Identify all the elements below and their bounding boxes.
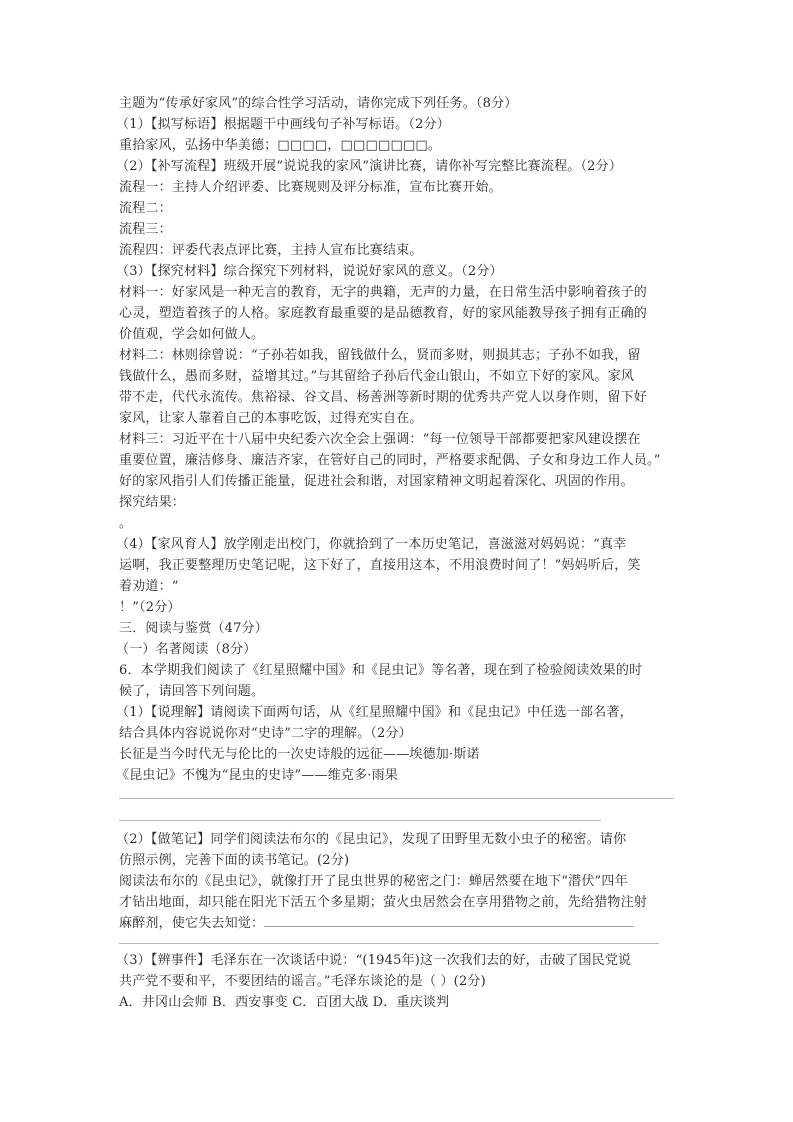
- q4-line: 着劝道：“: [119, 579, 179, 594]
- q6-stem: 候了，请回答下列问题。: [119, 684, 265, 699]
- sub-heading-classics: （一）名著阅读（8分）: [116, 642, 257, 657]
- q6-part2-line: （2）【做笔记】同学们阅读法布尔的《昆虫记》，发现了田野里无数小虫子的秘密。请你: [116, 832, 627, 847]
- q2-step-4: 流程四：评委代表点评比赛，主持人宣布比赛结束。: [119, 243, 423, 258]
- material-line: 材料二：林则徐曾说：“子孙若如我，留钱做什么，贤而多财，则损其志；子孙不如我，留: [119, 348, 641, 363]
- answer-line[interactable]: [119, 820, 601, 821]
- quote-victor-hugo: 《昆虫记》不愧为“昆虫的史诗”——维克多·雨果: [116, 768, 399, 783]
- q6-part1-line: （1）【说理解】请阅读下面两句话，从《红星照耀中国》和《昆虫记》中任选一部名著，: [116, 705, 633, 720]
- answer-line[interactable]: [119, 798, 674, 799]
- material-line: 心灵，塑造着孩子的人格。家庭教育最重要的是品德教育，好的家风能教导孩子拥有正确的: [119, 306, 648, 321]
- q6-part1-line: 结合具体内容说说你对“史诗”二字的理解。（2分）: [119, 726, 412, 741]
- q1-prompt: （1）【拟写标语】根据题干中画线句子补写标语。（2分）: [116, 117, 450, 132]
- q2-step-3: 流程三：: [119, 222, 172, 237]
- q6-part2-line: 仿照示例，完善下面的读书笔记。(2分): [119, 853, 350, 868]
- material-line: 好的家风指引人们传播正能量，促进社会和谐，对国家精神文明起着深化、巩固的作用。: [119, 474, 634, 489]
- material-line: 钱做什么，愚而多财，益增其过。”与其留给子孙后代金山银山，不如立下好的家风。家风: [119, 369, 635, 384]
- q6-part3: [116, 950, 679, 1013]
- note-answer-blank[interactable]: [264, 914, 634, 927]
- material-line: 重要位置，廉洁修身、廉洁齐家，在管好自己的同时，严格要求配偶、子女和身边工作人员。”: [119, 453, 661, 468]
- q6-part2: [116, 829, 679, 934]
- q6-part2-last-prefix: 麻醉剂，使它失去知觉：: [119, 916, 265, 931]
- quote-edgar-snow: 长征是当今时代无与伦比的一次史诗般的远征——埃德加·斯诺: [119, 747, 480, 762]
- q3-result-answer-blank[interactable]: 。: [119, 516, 133, 531]
- separator-line: [119, 943, 659, 944]
- section-three-heading: 三．阅读与鉴赏（47分）: [119, 621, 268, 636]
- material-line: 带不走，代代永流传。焦裕禄、谷文昌、杨善洲等新时期的优秀共产党人以身作则，留下好: [119, 390, 648, 405]
- q2-prompt: （2）【补写流程】班级开展“说说我的家风”演讲比赛，请你补写完整比赛流程。（2分）: [116, 159, 623, 174]
- q6-stem: 6．本学期我们阅读了《红星照耀中国》和《昆虫记》等名著，现在到了检验阅读效果的时: [119, 663, 643, 678]
- material-line: 家风，让家人靠着自己的本事吃饭，过得充实自在。: [119, 411, 423, 426]
- q6-part3-line: （3）【辨事件】毛泽东在一次谈话中说：“(1945年)这一次我们去的好，击破了国民党说: [116, 953, 632, 968]
- material-line: 价值观，学会如何做人。: [119, 327, 265, 342]
- activity-intro: 主题为“传承好家风”的综合性学习活动，请你完成下列任务。（8分）: [119, 96, 518, 111]
- q4-answer-end: ！”（2分）: [119, 600, 181, 615]
- q3-result-label: 探究结果：: [119, 495, 186, 510]
- q6-part3-line: 共产党不要和平，不要团结的谣言。”毛泽东谈论的是（ ）(2分): [119, 974, 486, 989]
- q6-part2-last-line: [119, 913, 679, 934]
- q6-part2-line: 才钻出地面，却只能在阳光下活五个多星期；萤火虫居然会在享用猎物之前，先给猎物注射: [119, 895, 648, 910]
- q4-line: 运啊，我正要整理历史笔记呢，这下好了，直接用这本，不用浪费时间了！”妈妈听后，笑: [119, 558, 641, 573]
- q2-step-1: 流程一：主持人介绍评委、比赛规则及评分标准，宣布比赛开始。: [119, 180, 502, 195]
- q2-step-2: 流程二：: [119, 201, 172, 216]
- q6-part3-options: A．井冈山会师 B．西安事变 C．百团大战 D．重庆谈判: [119, 995, 450, 1010]
- q6-part2-line: 阅读法布尔的《昆虫记》，就像打开了昆虫世界的秘密之门：蝉居然要在地下“潜伏”四年: [119, 874, 628, 889]
- q3-prompt: （3）【探究材料】综合探究下列材料，说说好家风的意义。（2分）: [116, 264, 503, 279]
- exam-page: [116, 93, 679, 786]
- q1-slogan: 重拾家风，弘扬中华美德；□□□□，□□□□□□□。: [119, 138, 442, 153]
- q4-line: （4）【家风育人】放学刚走出校门，你就拾到了一本历史笔记，喜滋滋对妈妈说：“真幸: [116, 537, 627, 552]
- material-line: 材料三：习近平在十八届中央纪委六次全会上强调：“每一位领导干部都要把家风建设摆在: [119, 432, 641, 447]
- material-line: 材料一：好家风是一种无言的教育，无字的典籍，无声的力量，在日常生活中影响着孩子的: [119, 285, 648, 300]
